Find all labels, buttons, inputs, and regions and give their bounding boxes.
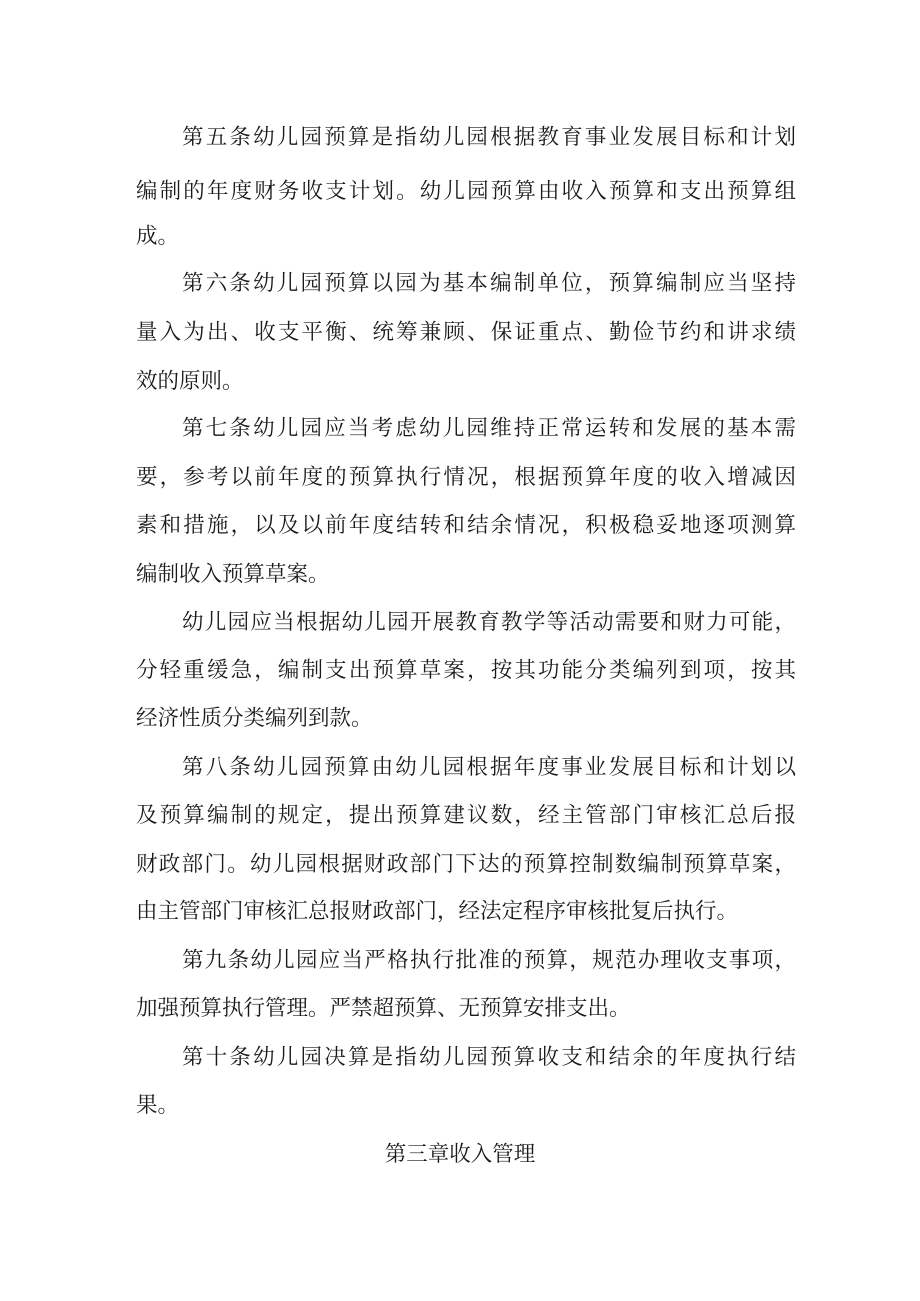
article-9-line-1: 第九条幼儿园应当严格执行批准的预算，规范办理收支事项， xyxy=(182,948,796,973)
article-6-line-2: 量入为出、收支平衡、统筹兼顾、保证重点、勤俭节约和讲求绩 xyxy=(136,320,796,345)
chapter-heading: 第三章收入管理 xyxy=(384,1142,536,1167)
article-8-line-2: 及预算编制的规定，提出预算建议数，经主管部门审核汇总后报 xyxy=(136,803,796,828)
article-5-line-2: 编制的年度财务收支计划。幼儿园预算由收入预算和支出预算组 xyxy=(136,179,796,204)
article-7-para-2-line-1: 幼儿园应当根据幼儿园开展教育教学等活动需要和财力可能， xyxy=(182,610,796,635)
article-6-line-3: 效的原则。 xyxy=(136,369,244,394)
article-8-line-1: 第八条幼儿园预算由幼儿园根据年度事业发展目标和计划以 xyxy=(182,755,796,780)
article-5-line-1: 第五条幼儿园预算是指幼儿园根据教育事业发展目标和计划 xyxy=(182,125,796,150)
article-6-line-1: 第六条幼儿园预算以园为基本编制单位，预算编制应当坚持 xyxy=(182,271,796,296)
article-7-line-2: 要，参考以前年度的预算执行情况，根据预算年度的收入增减因 xyxy=(136,465,796,490)
article-10-line-1: 第十条幼儿园决算是指幼儿园预算收支和结余的年度执行结 xyxy=(182,1045,796,1070)
article-8-line-4: 由主管部门审核汇总报财政部门，经法定程序审核批复后执行。 xyxy=(136,899,739,924)
article-7-para-2-line-2: 分轻重缓急，编制支出预算草案，按其功能分类编列到项，按其 xyxy=(136,658,796,683)
article-7-line-4: 编制收入预算草案。 xyxy=(136,562,330,587)
article-7-line-3: 素和措施，以及以前年度结转和结余情况，积极稳妥地逐项测算 xyxy=(136,513,796,538)
article-8-line-3: 财政部门。幼儿园根据财政部门下达的预算控制数编制预算草案， xyxy=(136,852,796,877)
article-9-line-2: 加强预算执行管理。严禁超预算、无预算安排支出。 xyxy=(136,996,631,1021)
article-10-line-2: 果。 xyxy=(136,1093,180,1118)
article-5-line-3: 成。 xyxy=(136,224,180,249)
article-7-para-2-line-3: 经济性质分类编列到款。 xyxy=(136,706,373,731)
article-7-line-1: 第七条幼儿园应当考虑幼儿园维持正常运转和发展的基本需 xyxy=(182,416,796,441)
